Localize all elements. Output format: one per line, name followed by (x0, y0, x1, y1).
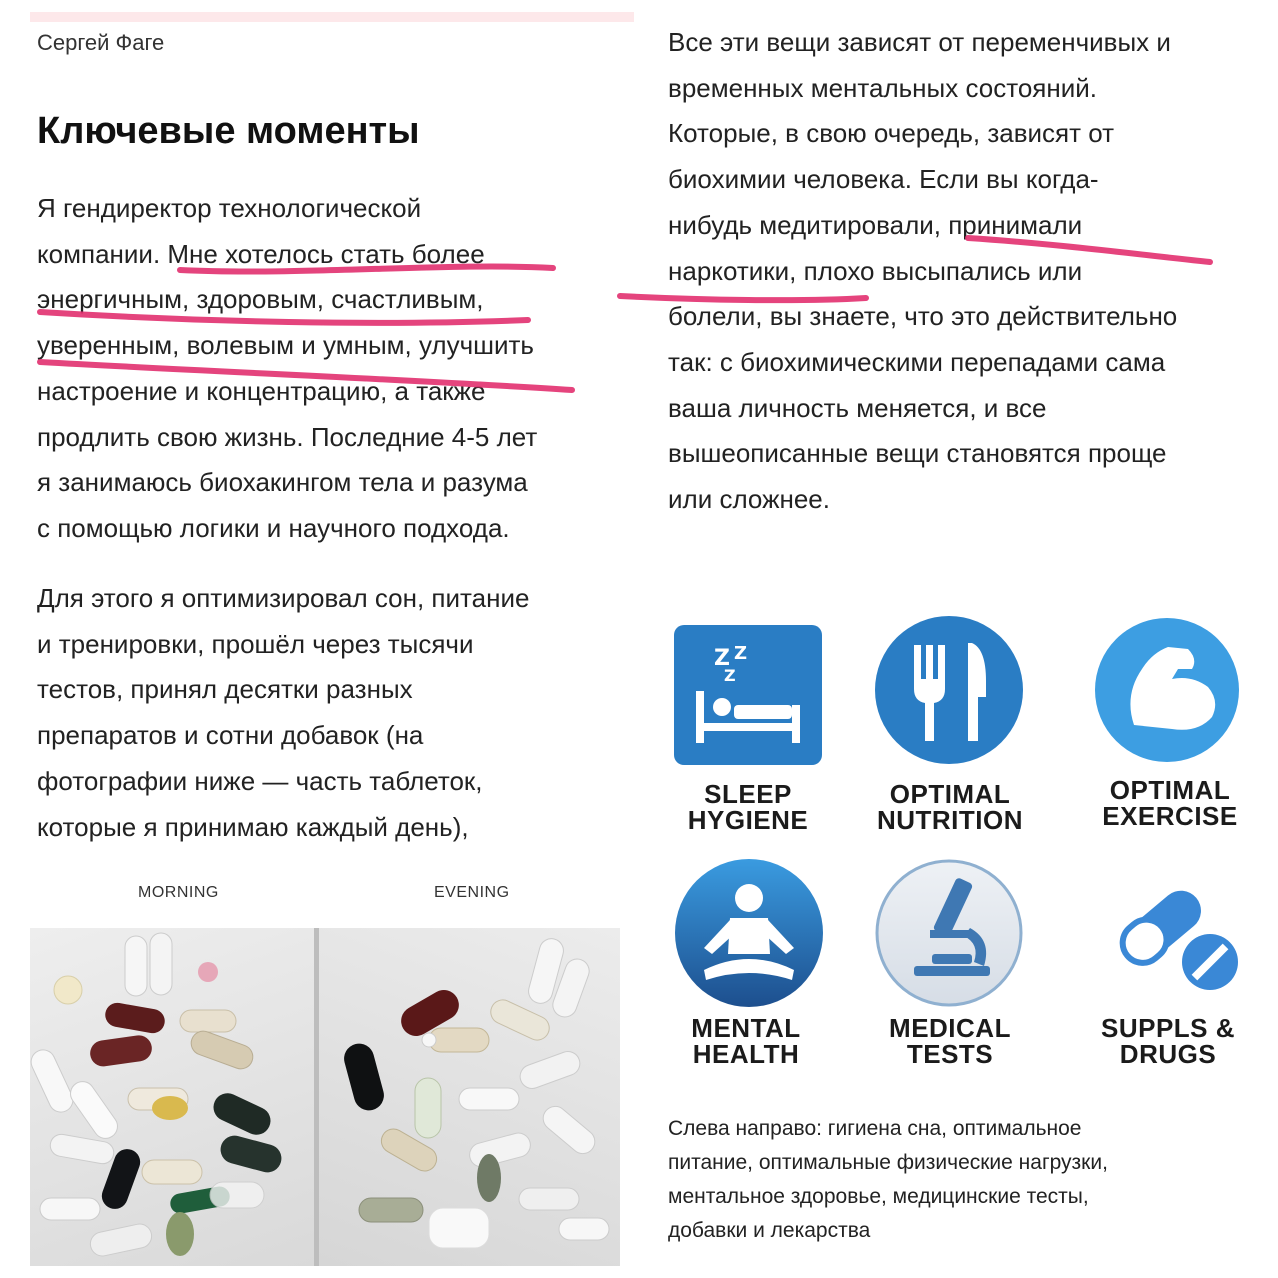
optimal-nutrition-tile (874, 615, 1024, 770)
label-line: OPTIMAL (1109, 775, 1231, 805)
text-line: Для этого я оптимизировал сон, питание (37, 583, 530, 613)
text-line: Я гендиректор технологической (37, 193, 422, 223)
flexed-arm-icon (1094, 617, 1240, 763)
article-heading: Ключевые моменты (37, 110, 420, 152)
evening-pills-illustration (319, 928, 620, 1266)
caption-line: Слева направо: гигиена сна, оптимальное (668, 1117, 1082, 1140)
text-line: так: с биохимическими перепадами сама (668, 346, 1166, 377)
label-line: SLEEP (704, 779, 792, 809)
medical-tests-label (860, 1015, 1040, 1067)
text-line: ваша личность меняется, и все (668, 392, 1047, 423)
label-line: MENTAL (691, 1013, 801, 1043)
pills-icon (1098, 870, 1242, 1000)
sleep-hygiene-tile (674, 625, 822, 770)
paragraph-mental-states (668, 20, 1177, 523)
text-line: Которые, в свою очередь, зависят от (668, 118, 1115, 149)
text-line: которые я принимаю каждый день), (37, 811, 469, 842)
text-line: наркотики, плохо высыпались или (668, 255, 1083, 286)
text-line: продлить свою жизнь. Последние 4-5 лет (37, 421, 538, 452)
text-line: энергичным, здоровым, счастливым, (37, 284, 484, 315)
label-line: DRUGS (1119, 1039, 1217, 1069)
label-line: SUPPLS & (1100, 1013, 1236, 1043)
text-line: я занимаюсь биохакингом тела и разума (37, 467, 528, 498)
mental-health-tile (674, 858, 824, 1013)
suppls-drugs-tile (1098, 870, 1242, 1005)
z-letter: Z (714, 646, 730, 671)
text-line: уверенным, волевым и умным, улучшить (37, 330, 534, 361)
label-line: EXERCISE (1102, 801, 1238, 831)
text-line: настроение и концентрацию, а также (37, 375, 486, 406)
optimal-exercise-label (1080, 777, 1260, 829)
optimal-nutrition-label (860, 781, 1040, 833)
evening-pills-panel (319, 928, 620, 1266)
pills-photo (30, 928, 620, 1266)
label-line: OPTIMAL (889, 779, 1011, 809)
photo-label-morning: MORNING (138, 884, 219, 901)
text-line: компании. Мне хотелось стать более (37, 238, 485, 269)
fork-knife-icon (874, 615, 1024, 765)
paragraph-intro (37, 186, 537, 552)
morning-pills-illustration (30, 928, 314, 1266)
text-line: вышеописанные вещи становятся проще (668, 438, 1167, 469)
text-line: нибудь медитировали, принимали (668, 209, 1083, 240)
text-line: Все эти вещи зависят от переменчивых и (668, 27, 1171, 57)
text-line: с помощью логики и научного подхода. (37, 512, 510, 543)
top-accent-bar (30, 12, 634, 22)
optimal-exercise-tile (1094, 617, 1240, 768)
text-line: болели, вы знаете, что это действительно (668, 301, 1178, 332)
paragraph-methods (37, 576, 529, 850)
caption-line: ментальное здоровье, медицинские тесты, (668, 1185, 1089, 1208)
text-line: биохимии человека. Если вы когда- (668, 164, 1099, 195)
text-line: фотографии ниже — часть таблеток, (37, 765, 483, 796)
medical-tests-tile (874, 858, 1024, 1013)
z-letter: Z (734, 643, 748, 664)
caption-line: добавки и лекарства (668, 1219, 871, 1242)
icons-caption (668, 1112, 1108, 1248)
z-letter: Z (724, 666, 736, 685)
label-line: TESTS (906, 1039, 994, 1069)
text-line: тестов, принял десятки разных (37, 674, 413, 705)
text-line: и тренировки, прошёл через тысячи (37, 628, 474, 659)
photo-label-evening: EVENING (434, 884, 510, 901)
label-line: HYGIENE (687, 805, 809, 835)
mental-health-label (656, 1015, 836, 1067)
label-line: HEALTH (692, 1039, 800, 1069)
sleep-bed-icon (674, 625, 822, 765)
microscope-icon (874, 858, 1024, 1008)
label-line: MEDICAL (889, 1013, 1011, 1043)
meditation-icon (674, 858, 824, 1008)
text-line: временных ментальных состояний. (668, 72, 1097, 103)
sleep-hygiene-label (658, 781, 838, 833)
text-line: препаратов и сотни добавок (на (37, 720, 424, 751)
author-name: Сергей Фаге (37, 30, 165, 55)
morning-pills-panel (30, 928, 314, 1266)
caption-line: питание, оптимальные физические нагрузки, (668, 1151, 1108, 1174)
suppls-drugs-label (1078, 1015, 1258, 1067)
text-line: или сложнее. (668, 484, 830, 515)
label-line: NUTRITION (876, 805, 1024, 835)
